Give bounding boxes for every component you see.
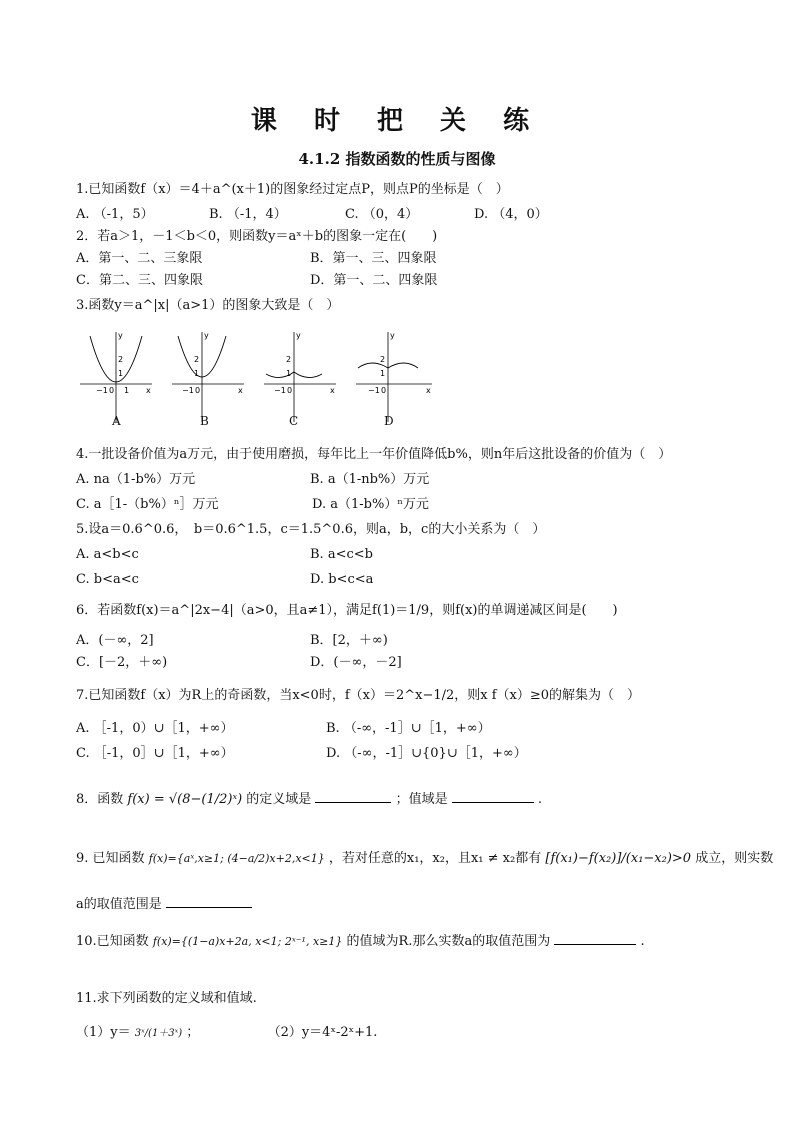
graph-c-tick-0: 0 <box>287 386 293 395</box>
graph-c <box>264 331 336 422</box>
graph-d-tick-neg1: −1 <box>368 386 380 395</box>
q10-answer-blank[interactable] <box>554 930 636 945</box>
graph-b-tick-neg1: −1 <box>182 386 194 395</box>
q11-part1-label: （1）y＝ <box>76 1025 131 1040</box>
graph-a-x-label: x <box>146 386 151 395</box>
q2-option-a: A．第一、二、三象限 <box>76 251 203 266</box>
question-7-stem: 7.已知函数f（x）为R上的奇函数，当x<0时，f（x）＝2^x−1/2，则x f（x）≥0的解集为（ ） <box>76 688 641 703</box>
q3-graph-options <box>76 328 436 428</box>
graph-label-d: D <box>384 414 394 428</box>
question-4-stem: 4.一批设备价值为a万元，由于使用磨损，每年比上一年价值降低b%，则n年后这批设备的价值为（ ） <box>76 447 672 462</box>
question-10 <box>76 930 645 951</box>
q8-end: . <box>537 792 543 807</box>
q11-part1-fraction: 3ˣ/(1＋3ˣ) <box>134 1028 183 1039</box>
question-11-stem: 11.求下列函数的定义域和值域. <box>76 991 257 1006</box>
q8-domain-blank[interactable] <box>315 788 391 803</box>
q10-post: 的值域为R.那么实数a的取值范围为 <box>346 934 551 949</box>
q1-option-c: C. （0，4） <box>345 207 419 222</box>
q10-end: . <box>640 934 645 949</box>
graph-label-b: B <box>200 414 209 428</box>
graph-a-tick-1: 1 <box>118 369 124 378</box>
q1-option-b: B. （-1，4） <box>209 207 287 222</box>
question-11-parts <box>76 1024 377 1043</box>
graph-b-tick-2: 2 <box>194 355 200 364</box>
graph-b <box>172 331 244 422</box>
q4-option-a: A. na（1-b%）万元 <box>76 472 196 487</box>
q5-option-a: A. a<b<c <box>76 547 139 562</box>
q6-option-d: D．(－∞，－2] <box>310 655 402 670</box>
graph-b-tick-1: 1 <box>194 369 200 378</box>
graph-a-tick-neg1: −1 <box>96 386 108 395</box>
q9-prefix: 9. 已知函数 <box>76 851 145 866</box>
q2-option-b: B．第一、三、四象限 <box>310 251 437 266</box>
graph-d-tick-1: 1 <box>380 369 386 378</box>
graph-a <box>80 331 152 422</box>
q10-prefix: 10.已知函数 <box>76 934 149 949</box>
graph-c-tick-2: 2 <box>286 355 292 364</box>
q11-part2: （2）y＝4ˣ-2ˣ+1. <box>267 1025 378 1040</box>
q7-option-c: C. ［-1，0］∪［1，+∞） <box>76 746 234 761</box>
graph-d-tick-2: 2 <box>380 355 386 364</box>
graph-a-tick-2: 2 <box>118 355 124 364</box>
graph-label-c: C <box>289 414 299 428</box>
question-1-stem: 1.已知函数f（x）＝4＋a^(x＋1)的图象经过定点P，则点P的坐标是（ ） <box>76 182 509 197</box>
question-2-stem: 2．若a＞1，－1＜b＜0，则函数y＝aˣ＋b的图象一定在( ) <box>76 229 438 244</box>
graph-a-tick-1x: 1 <box>124 386 130 395</box>
question-6-stem: 6．若函数f(x)＝a^|2x−4|（a>0，且a≠1），满足f(1)＝1/9，则f(x)的单调递减区间是( ) <box>76 603 618 618</box>
q6-option-a: A．(－∞，2] <box>76 633 154 648</box>
q4-option-d: D. a（1-b%）ⁿ万元 <box>312 497 429 512</box>
q4-option-b: B. a（1-nb%）万元 <box>310 472 430 487</box>
graph-a-y-label: y <box>118 331 123 340</box>
q5-option-b: B. a<c<b <box>310 547 373 562</box>
q11-part1-end: ； <box>186 1025 200 1040</box>
q9-answer-blank[interactable] <box>166 893 252 908</box>
graph-c-tick-1: 1 <box>286 369 292 378</box>
q8-range-text: ；值域是 <box>395 792 448 807</box>
q5-option-c: C. b<a<c <box>76 572 139 587</box>
q9-post: 成立，则实数 <box>695 851 774 866</box>
graph-d-x-label: x <box>426 386 431 395</box>
q6-option-c: C．[－2，＋∞) <box>76 655 168 670</box>
question-8 <box>76 788 542 809</box>
q9-fraction: [f(x₁)−f(x₂)]/(x₁−x₂)>0 <box>545 851 692 866</box>
graph-b-y-label: y <box>204 331 209 340</box>
q2-option-d: D．第一、二、四象限 <box>310 273 438 288</box>
q1-option-d: D. （4，0） <box>474 207 548 222</box>
question-5-stem: 5.设a＝0.6^0.6， b＝0.6^1.5，c＝1.5^0.6，则a，b，c的大小关系为（ ） <box>76 522 546 537</box>
question-3-stem: 3.函数y＝a^|x|（a>1）的图象大致是（ ） <box>76 298 340 313</box>
q8-domain-text: 的定义域是 <box>246 792 312 807</box>
q8-formula: f(x) = √(8−(1/2)ˣ) <box>127 792 243 807</box>
graph-d-y-label: y <box>390 331 395 340</box>
q7-option-a: A. ［-1，0）∪［1，+∞） <box>76 721 234 736</box>
q5-option-d: D. b<c<a <box>310 572 374 587</box>
graph-d <box>356 331 432 422</box>
graph-c-x-label: x <box>330 386 335 395</box>
q8-range-blank[interactable] <box>452 788 534 803</box>
graph-c-tick-neg1: −1 <box>274 386 286 395</box>
graph-d-tick-0: 0 <box>381 386 387 395</box>
graph-b-tick-0: 0 <box>195 386 201 395</box>
q9-line2-text: a的取值范围是 <box>76 897 162 912</box>
question-9 <box>76 850 773 868</box>
q9-piecewise: f(x)={aˣ,x≥1; (4−a/2)x+2,x<1} <box>148 852 325 865</box>
q6-option-b: B．[2，＋∞) <box>310 633 388 648</box>
graph-a-tick-0: 0 <box>109 386 115 395</box>
q7-option-d: D. （-∞，-1］∪{0}∪［1，+∞） <box>326 746 527 761</box>
q7-option-b: B. （-∞，-1］∪［1，+∞） <box>326 721 491 736</box>
q2-option-c: C．第二、三、四象限 <box>76 273 203 288</box>
q4-option-c: C. a［1-（b%）ⁿ］万元 <box>76 497 219 512</box>
question-9-line2 <box>76 893 252 914</box>
q9-condition: ，若对任意的x₁，x₂，且x₁ ≠ x₂都有 <box>328 851 542 866</box>
q10-piecewise: f(x)={(1−a)x+2a, x<1; 2ˣ⁻¹, x≥1} <box>152 935 343 948</box>
graph-c-y-label: y <box>296 331 301 340</box>
graph-b-x-label: x <box>238 386 243 395</box>
q1-option-a: A. （-1，5） <box>76 207 154 222</box>
q8-prefix: 8．函数 <box>76 792 124 807</box>
graph-label-a: A <box>112 414 121 428</box>
section-subtitle: 4.1.2 指数函数的性质与图像 <box>298 150 496 168</box>
page-title: 课 时 把 关 练 <box>250 106 544 136</box>
